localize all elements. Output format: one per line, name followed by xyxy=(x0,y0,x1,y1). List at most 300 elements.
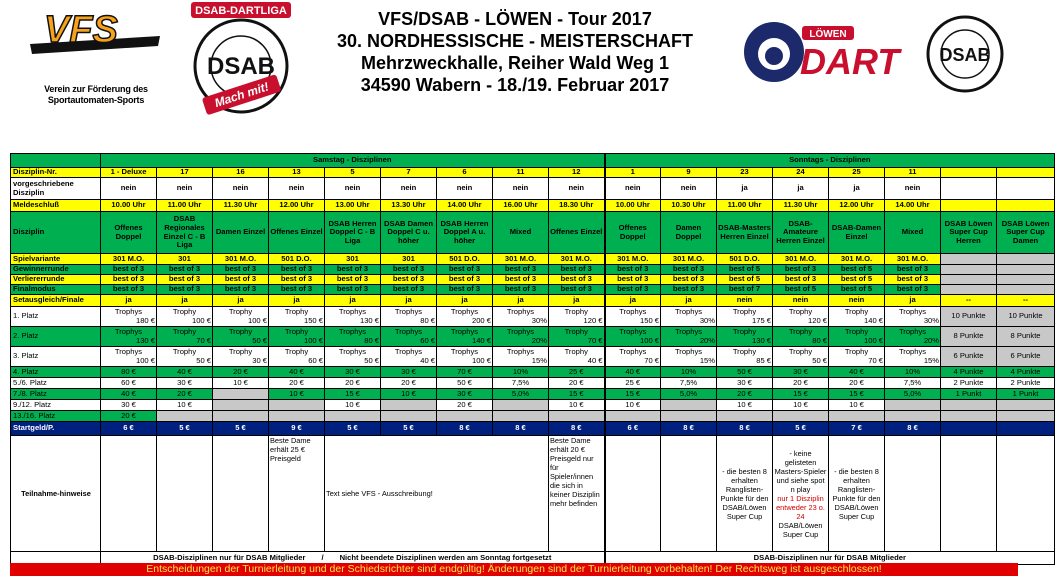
startgeld-sat-5: 5 € xyxy=(381,422,437,436)
p4-sun-3: 30 € xyxy=(773,367,829,378)
p5-sun-3: 20 € xyxy=(773,378,829,389)
p13-sun-4 xyxy=(829,411,885,422)
disziplin-sat-7: Mixed xyxy=(493,212,549,254)
p9-sat-2 xyxy=(213,400,269,411)
spiel-cup-1 xyxy=(997,254,1055,265)
p4-cup-0: 4 Punkte xyxy=(941,367,997,378)
note-sat-1 xyxy=(157,436,213,552)
p5-sat-5: 20 € xyxy=(381,378,437,389)
p2-prize-value: 20% xyxy=(923,335,940,345)
vorg-sat-1: nein xyxy=(157,178,213,200)
sunday-header: Sonntags - Disziplinen xyxy=(605,154,1055,168)
nr-row xyxy=(11,168,1055,178)
ver-sun-4: best of 5 xyxy=(829,275,885,285)
set-cup-1: -- xyxy=(997,295,1055,307)
p3-sat-7 xyxy=(493,347,549,367)
p5-sat-3: 20 € xyxy=(269,378,325,389)
disziplin-sun-5: Mixed xyxy=(885,212,941,254)
p1-prize-value: 150 € xyxy=(640,315,660,325)
p3-cup-1: 6 Punkte xyxy=(997,347,1055,367)
ver-sat-5: best of 3 xyxy=(381,275,437,285)
p9-sat-4: 10 € xyxy=(325,400,381,411)
p3-prize-label: Trophys xyxy=(674,346,703,356)
p13-label: 13./16. Platz xyxy=(11,411,101,422)
melde-sat-2: 11.30 Uhr xyxy=(213,200,269,212)
p5-sat-6: 50 € xyxy=(437,378,493,389)
p2-prize-value: 130 € xyxy=(752,335,772,345)
vorg-sat-5: nein xyxy=(381,178,437,200)
p2-prize-label: Trophys xyxy=(619,326,647,336)
vorg-sat-4: nein xyxy=(325,178,381,200)
p2-cup-0: 8 Punkte xyxy=(941,327,997,347)
vorg-sun-0: nein xyxy=(605,178,661,200)
p3-prize-value: 50 € xyxy=(364,355,379,365)
p1-prize-value: 175 € xyxy=(752,315,772,325)
p9-sun-0: 10 € xyxy=(605,400,661,411)
p1-sun-3 xyxy=(773,307,829,327)
dsab-seal-text: DSAB xyxy=(206,53,276,80)
melde-sat-8: 18.30 Uhr xyxy=(549,200,605,212)
spiel-sun-4: 301 M.O. xyxy=(829,254,885,265)
nr-cup-1 xyxy=(997,168,1055,178)
p1-sat-4 xyxy=(325,307,381,327)
nr-sat-2: 16 xyxy=(213,168,269,178)
p4-cup-1: 4 Punkte xyxy=(997,367,1055,378)
p7-sun-0: 15 € xyxy=(605,389,661,400)
nr-sat-5: 7 xyxy=(381,168,437,178)
p7-sun-4: 15 € xyxy=(829,389,885,400)
p9-sat-1: 10 € xyxy=(157,400,213,411)
set-sun-1: ja xyxy=(661,295,717,307)
note-amateure xyxy=(773,436,829,552)
p2-prize-value: 80 € xyxy=(364,335,379,345)
p13-sat-1 xyxy=(157,411,213,422)
p3-prize-value: 70 € xyxy=(868,355,884,365)
p4-sun-2: 50 € xyxy=(717,367,773,378)
p3-prize-value: 100 € xyxy=(471,355,491,365)
p4-sat-1: 40 € xyxy=(157,367,213,378)
melde-sat-5: 13.30 Uhr xyxy=(381,200,437,212)
p1-prize-value: 120 € xyxy=(583,315,603,325)
sat-footer-part-1: / xyxy=(321,552,324,562)
p1-sat-0 xyxy=(101,307,157,327)
startgeld-cup-0 xyxy=(941,422,997,436)
p2-prize-label: Trophy xyxy=(284,326,309,336)
p1-prize-value: 100 € xyxy=(191,315,211,325)
p5-label: 5./6. Platz xyxy=(11,378,101,389)
p3-cup-0: 6 Punkte xyxy=(941,347,997,367)
p3-prize-value: 100 € xyxy=(135,355,155,365)
p2-prize-label: Trophy xyxy=(564,326,588,336)
p3-prize-value: 15% xyxy=(531,355,547,365)
p2-sat-6 xyxy=(437,327,493,347)
p13-sun-1 xyxy=(661,411,717,422)
p5-sat-2: 10 € xyxy=(213,378,269,389)
melde-sat-7: 16.00 Uhr xyxy=(493,200,549,212)
p3-prize-value: 50 € xyxy=(812,355,828,365)
p7-sun-3: 15 € xyxy=(773,389,829,400)
p1-prize-value: 200 € xyxy=(471,315,491,325)
fin-sun-5: best of 3 xyxy=(885,285,941,295)
p1-sun-4 xyxy=(829,307,885,327)
disziplin-sun-0: Offenes Doppel xyxy=(605,212,661,254)
p7-sat-0: 40 € xyxy=(101,389,157,400)
p2-sun-1 xyxy=(661,327,717,347)
disziplin-sun-3: DSAB-Amateure Herren Einzel xyxy=(773,212,829,254)
dsab-seal-logo xyxy=(925,14,1005,94)
fin-sat-1: best of 3 xyxy=(157,285,213,295)
vorg-cup-1 xyxy=(997,178,1055,200)
set-sun-4: nein xyxy=(829,295,885,307)
ver-label: Verliererrunde xyxy=(11,275,101,285)
fin-sat-3: best of 3 xyxy=(269,285,325,295)
p1-prize-value: 180 € xyxy=(135,315,155,325)
p1-label: 1. Platz xyxy=(11,307,101,327)
p3-prize-value: 50 € xyxy=(196,355,211,365)
vorg-sat-6: nein xyxy=(437,178,493,200)
note-sun-1 xyxy=(661,436,717,552)
p13-sat-0: 20 € xyxy=(101,411,157,422)
p1-prize-label: Trophys xyxy=(506,306,535,316)
startgeld-row xyxy=(11,422,1055,436)
p2-prize-value: 20% xyxy=(699,335,716,345)
p2-prize-value: 70 € xyxy=(587,335,603,345)
note-sun-5 xyxy=(885,436,941,552)
startgeld-sat-0: 6 € xyxy=(101,422,157,436)
p3-prize-value: 15% xyxy=(923,355,940,365)
startgeld-sun-2: 8 € xyxy=(717,422,773,436)
p3-prize-label: Trophy xyxy=(732,346,757,356)
p5-cup-0: 2 Punkte xyxy=(941,378,997,389)
p2-sun-2 xyxy=(717,327,773,347)
vfs-subtitle xyxy=(26,84,166,106)
gew-row xyxy=(11,265,1055,275)
p2-sun-4 xyxy=(829,327,885,347)
p13-sat-7 xyxy=(493,411,549,422)
p1-sat-5 xyxy=(381,307,437,327)
p2-prize-value: 20% xyxy=(531,335,547,345)
vorg-sat-0: nein xyxy=(101,178,157,200)
p1-prize-value: 120 € xyxy=(808,315,828,325)
nr-label: Disziplin-Nr. xyxy=(11,168,101,178)
p3-prize-value: 40 € xyxy=(420,355,435,365)
p3-sat-8 xyxy=(549,347,605,367)
nr-sat-6: 6 xyxy=(437,168,493,178)
startgeld-sat-1: 5 € xyxy=(157,422,213,436)
ver-cup-1 xyxy=(997,275,1055,285)
p9-sun-4: 10 € xyxy=(829,400,885,411)
vorg-sun-2: ja xyxy=(717,178,773,200)
p3-sat-1 xyxy=(157,347,213,367)
startgeld-label: Startgeld/P. xyxy=(11,422,101,436)
p1-prize-label: Trophy xyxy=(228,306,253,316)
p1-prize-label: Trophy xyxy=(564,306,588,316)
ver-sun-1: best of 3 xyxy=(661,275,717,285)
gew-sat-0: best of 3 xyxy=(101,265,157,275)
p2-prize-label: Trophys xyxy=(450,326,479,336)
p5-sat-4: 20 € xyxy=(325,378,381,389)
melde-sun-5: 14.00 Uhr xyxy=(885,200,941,212)
p3-sun-3 xyxy=(773,347,829,367)
p3-prize-label: Trophys xyxy=(619,346,647,356)
spiel-label: Spielvariante xyxy=(11,254,101,265)
set-sun-2: nein xyxy=(717,295,773,307)
p1-row xyxy=(11,307,1055,327)
p5-sun-2: 30 € xyxy=(717,378,773,389)
fin-row xyxy=(11,285,1055,295)
p9-sat-6: 20 € xyxy=(437,400,493,411)
melde-sat-1: 11.00 Uhr xyxy=(157,200,213,212)
p1-sat-8 xyxy=(549,307,605,327)
note-amateure-cup: DSAB/Löwen Super Cup xyxy=(778,520,823,539)
p7-sat-1: 20 € xyxy=(157,389,213,400)
p3-sun-4 xyxy=(829,347,885,367)
p1-cup-1: 10 Punkte xyxy=(997,307,1055,327)
note-sat-0 xyxy=(101,436,157,552)
p5-sat-1: 30 € xyxy=(157,378,213,389)
vfs-subtitle-line1: Verein zur Förderung des xyxy=(44,84,148,94)
p3-prize-label: Trophy xyxy=(788,346,813,356)
p9-sat-3 xyxy=(269,400,325,411)
p3-prize-value: 85 € xyxy=(756,355,772,365)
ver-sun-5: best of 3 xyxy=(885,275,941,285)
p2-prize-value: 100 € xyxy=(640,335,660,345)
p9-cup-1 xyxy=(997,400,1055,411)
melde-label: Meldeschluß xyxy=(11,200,101,212)
p2-cup-1: 8 Punkte xyxy=(997,327,1055,347)
p2-prize-label: Trophys xyxy=(506,326,535,336)
p1-sun-1 xyxy=(661,307,717,327)
ver-row xyxy=(11,275,1055,285)
nr-sat-0: 1 - Deluxe xyxy=(101,168,157,178)
p5-cup-1: 2 Punkte xyxy=(997,378,1055,389)
p4-sat-5: 30 € xyxy=(381,367,437,378)
set-sun-5: ja xyxy=(885,295,941,307)
fin-sat-0: best of 3 xyxy=(101,285,157,295)
fin-sat-2: best of 3 xyxy=(213,285,269,295)
p4-sat-6: 70 € xyxy=(437,367,493,378)
ver-sat-7: best of 3 xyxy=(493,275,549,285)
p1-prize-label: Trophy xyxy=(172,306,197,316)
p3-prize-label: Trophys xyxy=(114,346,143,356)
startgeld-sat-4: 5 € xyxy=(325,422,381,436)
note-sat-8: Beste Dame erhält 20 € Preisgeld nur für Spieler/innen die sich in keiner Disziplin mehr befinden xyxy=(549,436,605,552)
p2-prize-label: Trophy xyxy=(228,326,253,336)
p1-prize-label: Trophy xyxy=(732,306,757,316)
p7-sat-4: 15 € xyxy=(325,389,381,400)
p4-sat-0: 80 € xyxy=(101,367,157,378)
p3-sun-2 xyxy=(717,347,773,367)
ver-sat-8: best of 3 xyxy=(549,275,605,285)
melde-sun-2: 11.00 Uhr xyxy=(717,200,773,212)
p7-sat-6: 30 € xyxy=(437,389,493,400)
disziplin-cup-0: DSAB Löwen Super Cup Herren xyxy=(941,212,997,254)
melde-sat-4: 13.00 Uhr xyxy=(325,200,381,212)
p4-sat-4: 30 € xyxy=(325,367,381,378)
p7-sat-2 xyxy=(213,389,269,400)
fin-sun-4: best of 5 xyxy=(829,285,885,295)
p7-sat-8: 15 € xyxy=(549,389,605,400)
p5-sun-5: 7,5% xyxy=(885,378,941,389)
fin-sun-0: best of 3 xyxy=(605,285,661,295)
p4-row xyxy=(11,367,1055,378)
p9-sat-0: 30 € xyxy=(101,400,157,411)
p1-prize-value: 30% xyxy=(699,315,716,325)
nr-sun-5: 11 xyxy=(885,168,941,178)
p1-prize-label: Trophys xyxy=(114,306,143,316)
p9-sun-2: 10 € xyxy=(717,400,773,411)
p7-sun-2: 20 € xyxy=(717,389,773,400)
startgeld-sun-0: 6 € xyxy=(605,422,661,436)
p3-label: 3. Platz xyxy=(11,347,101,367)
p4-label: 4. Platz xyxy=(11,367,101,378)
disziplin-sun-1: Damen Doppel xyxy=(661,212,717,254)
gew-sun-3: best of 3 xyxy=(773,265,829,275)
spiel-sat-0: 301 M.O. xyxy=(101,254,157,265)
note-masters: - die besten 8 erhalten Ranglisten-Punkte für den DSAB/Löwen Super Cup xyxy=(717,436,773,552)
fin-sat-7: best of 3 xyxy=(493,285,549,295)
p1-sat-1 xyxy=(157,307,213,327)
ver-sat-0: best of 3 xyxy=(101,275,157,285)
p2-prize-value: 130 € xyxy=(135,335,155,345)
set-sat-0: ja xyxy=(101,295,157,307)
dsab-dartliga-banner: DSAB-DARTLIGA xyxy=(195,5,287,17)
p13-sun-5 xyxy=(885,411,941,422)
p3-sun-1 xyxy=(661,347,717,367)
p9-sun-3: 10 € xyxy=(773,400,829,411)
startgeld-sat-2: 5 € xyxy=(213,422,269,436)
p13-sun-0 xyxy=(605,411,661,422)
vorg-sun-4: ja xyxy=(829,178,885,200)
p9-sun-5 xyxy=(885,400,941,411)
spiel-sat-4: 301 xyxy=(325,254,381,265)
p3-prize-value: 60 € xyxy=(308,355,323,365)
melde-cup-0 xyxy=(941,200,997,212)
vorg-sat-8: nein xyxy=(549,178,605,200)
event-title-1: VFS/DSAB - LÖWEN - Tour 2017 xyxy=(378,9,652,29)
gew-sat-8: best of 3 xyxy=(549,265,605,275)
p1-prize-label: Trophys xyxy=(619,306,647,316)
set-sat-2: ja xyxy=(213,295,269,307)
spiel-sat-3: 501 D.O. xyxy=(269,254,325,265)
nr-sat-3: 13 xyxy=(269,168,325,178)
p9-sat-7 xyxy=(493,400,549,411)
p1-sat-2 xyxy=(213,307,269,327)
spiel-sun-3: 301 M.O. xyxy=(773,254,829,265)
gew-sun-0: best of 3 xyxy=(605,265,661,275)
p13-sat-8 xyxy=(549,411,605,422)
p4-sat-3: 40 € xyxy=(269,367,325,378)
p3-prize-value: 70 € xyxy=(644,355,660,365)
p1-prize-value: 30% xyxy=(531,315,547,325)
disziplin-sat-3: Offenes Einzel xyxy=(269,212,325,254)
p13-sat-2 xyxy=(213,411,269,422)
p9-sun-1 xyxy=(661,400,717,411)
gew-sat-4: best of 3 xyxy=(325,265,381,275)
set-sun-3: nein xyxy=(773,295,829,307)
p3-prize-value: 15% xyxy=(699,355,716,365)
p2-prize-label: Trophy xyxy=(788,326,813,336)
fin-cup-0 xyxy=(941,285,997,295)
p2-sat-5 xyxy=(381,327,437,347)
p1-prize-label: Trophy xyxy=(284,306,309,316)
p13-sun-3 xyxy=(773,411,829,422)
gew-sat-1: best of 3 xyxy=(157,265,213,275)
spiel-cup-0 xyxy=(941,254,997,265)
p2-prize-label: Trophys xyxy=(114,326,143,336)
startgeld-sun-5: 8 € xyxy=(885,422,941,436)
set-row xyxy=(11,295,1055,307)
vorg-sun-1: nein xyxy=(661,178,717,200)
schedule-table xyxy=(10,153,1055,565)
p3-sat-6 xyxy=(437,347,493,367)
p3-sun-0 xyxy=(605,347,661,367)
p4-sun-1: 10% xyxy=(661,367,717,378)
dsab-machmit: Mach mit! xyxy=(212,79,271,111)
nr-cup-0 xyxy=(941,168,997,178)
p1-prize-value: 80 € xyxy=(420,315,435,325)
p2-sat-1 xyxy=(157,327,213,347)
p2-prize-value: 140 € xyxy=(471,335,491,345)
p1-sat-3 xyxy=(269,307,325,327)
p2-prize-value: 100 € xyxy=(303,335,323,345)
notes-row xyxy=(11,436,1055,552)
fin-sun-1: best of 3 xyxy=(661,285,717,295)
event-title-3: Mehrzweckhalle, Reiher Wald Weg 1 xyxy=(360,53,670,73)
note-sat-2 xyxy=(213,436,269,552)
p2-sat-7 xyxy=(493,327,549,347)
startgeld-sat-6: 8 € xyxy=(437,422,493,436)
sat-footer-part-0: DSAB-Disziplinen nur für DSAB Mitglieder xyxy=(153,552,306,562)
set-sat-5: ja xyxy=(381,295,437,307)
note-sun-0 xyxy=(605,436,661,552)
melde-sat-6: 14.00 Uhr xyxy=(437,200,493,212)
vorg-label: vorgeschriebene Disziplin xyxy=(11,178,101,200)
event-title-4: 34590 Wabern - 18./19. Februar 2017 xyxy=(360,75,670,95)
p5-sun-0: 25 € xyxy=(605,378,661,389)
ver-sat-2: best of 3 xyxy=(213,275,269,285)
melde-row xyxy=(11,200,1055,212)
p9-sat-8: 10 € xyxy=(549,400,605,411)
spiel-sun-0: 301 M.O. xyxy=(605,254,661,265)
p2-prize-label: Trophy xyxy=(172,326,197,336)
loewen-text: LÖWEN xyxy=(809,29,847,40)
nr-sat-1: 17 xyxy=(157,168,213,178)
note-cup-1 xyxy=(997,436,1055,552)
p1-prize-value: 140 € xyxy=(864,315,884,325)
p1-prize-value: 100 € xyxy=(247,315,267,325)
vorg-sat-3: nein xyxy=(269,178,325,200)
gew-sun-4: best of 5 xyxy=(829,265,885,275)
set-cup-0: -- xyxy=(941,295,997,307)
p2-sun-0 xyxy=(605,327,661,347)
fin-label: Finalmodus xyxy=(11,285,101,295)
p1-sat-6 xyxy=(437,307,493,327)
p7-sun-5: 5,0% xyxy=(885,389,941,400)
p3-prize-label: Trophy xyxy=(228,346,253,356)
p1-prize-label: Trophys xyxy=(338,306,367,316)
p13-cup-1 xyxy=(997,411,1055,422)
startgeld-sun-3: 5 € xyxy=(773,422,829,436)
p2-sat-0 xyxy=(101,327,157,347)
footer-disclaimer: Entscheidungen der Turnierleitung und der Schiedsrichter sind endgültig! Änderungen sind der Turnierleitung vorbehalten! Der Rechtsweg ist ausgeschlossen! xyxy=(10,563,1018,576)
gew-cup-0 xyxy=(941,265,997,275)
vorg-row xyxy=(11,178,1055,200)
p2-prize-label: Trophys xyxy=(898,326,927,336)
vorg-cup-0 xyxy=(941,178,997,200)
p2-sat-8 xyxy=(549,327,605,347)
disziplin-sat-2: Damen Einzel xyxy=(213,212,269,254)
